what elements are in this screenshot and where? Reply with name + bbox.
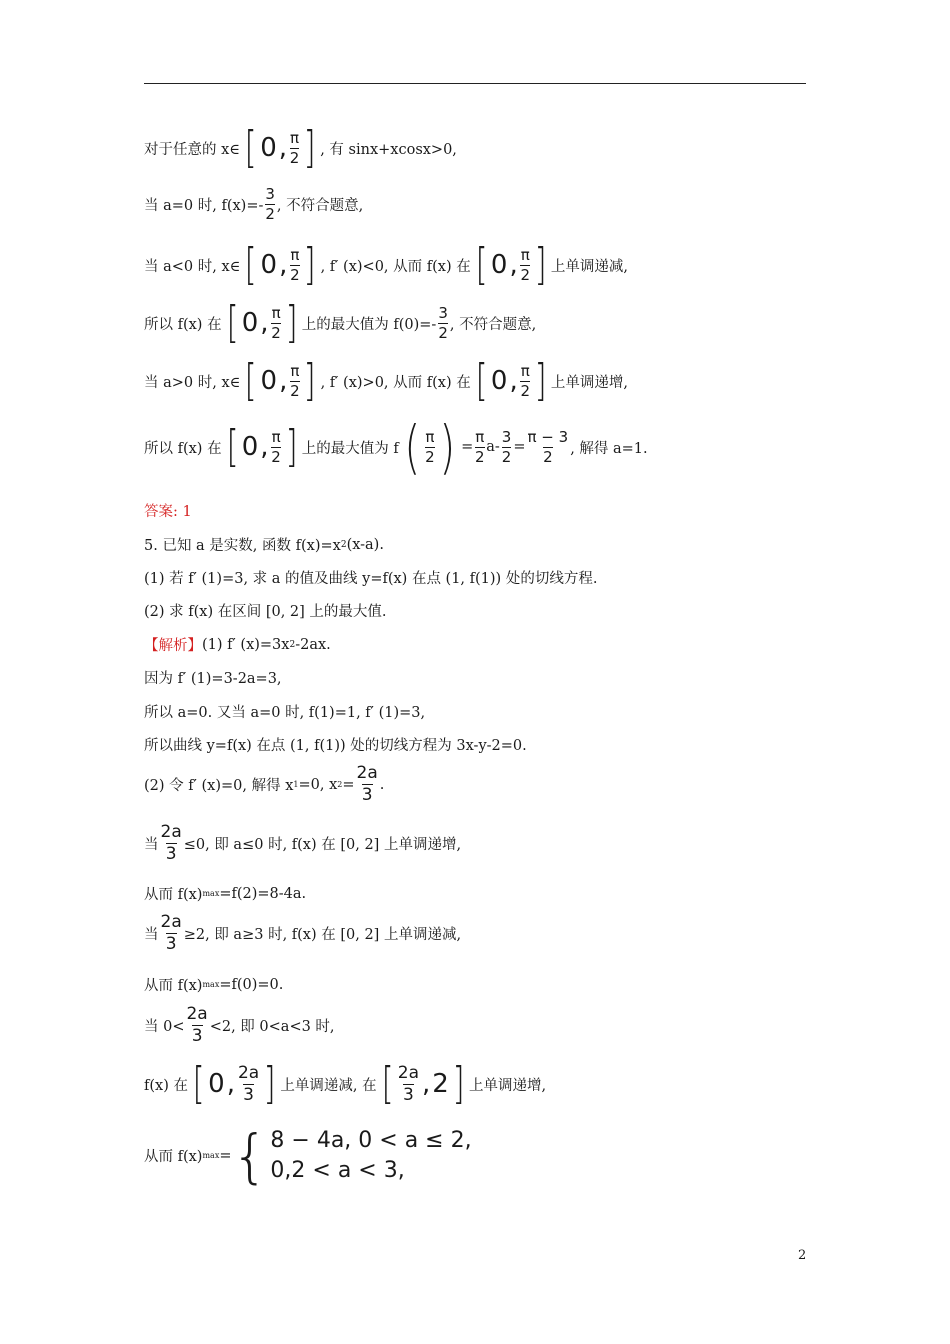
zero: 0 (260, 133, 277, 163)
fraction-pi-over-2 (271, 303, 282, 342)
header-rule (144, 83, 806, 84)
text: =f(0)=0. (219, 976, 284, 993)
text: 上单调递减, 在 (280, 1077, 377, 1094)
fraction-2a-over-3 (356, 765, 379, 804)
left-bracket: [ (244, 122, 257, 173)
left-bracket: [ (226, 421, 239, 472)
denominator: 2 (265, 205, 275, 223)
denominator: 2 (425, 447, 435, 466)
text: 上的最大值为 f(0)=- (301, 316, 437, 333)
line-max-value-f0 (144, 297, 537, 348)
comma: , (279, 366, 288, 396)
problem-5-statement (144, 534, 384, 555)
text: -2ax. (295, 636, 331, 653)
zero: 0 (241, 432, 259, 462)
numerator: 3 (438, 303, 448, 322)
superscript: 2 (289, 639, 296, 650)
text: 上的最大值为 f (301, 440, 399, 457)
interval-0-pi-2 (473, 355, 549, 406)
numerator: π (520, 245, 530, 264)
case-2: 0,2 < a < 3, (270, 1157, 405, 1183)
right-bracket: ] (534, 239, 547, 290)
two: 2 (432, 1069, 449, 1099)
text: 当 (144, 927, 159, 943)
text: 从而 f(x) (144, 1149, 203, 1166)
text: , f′ (x)>0, 从而 f(x) 在 (320, 374, 471, 391)
superscript: 2 (340, 539, 347, 550)
zero: 0 (260, 366, 278, 396)
solution-part-2-critical-points (144, 765, 384, 804)
left-brace: { (231, 1121, 269, 1190)
right-bracket: ] (534, 355, 547, 406)
comma: , (260, 432, 269, 462)
line-a-negative (144, 239, 629, 290)
right-bracket: ] (263, 1058, 276, 1109)
text: . (379, 776, 385, 793)
page-number: 2 (798, 1248, 807, 1263)
text: 所以 a=0. 又当 a=0 时, f(1)=1, f′ (1)=3, (144, 705, 426, 721)
max-value-line (144, 974, 283, 995)
text: 当 0< (144, 1019, 185, 1035)
subscript: max (202, 889, 220, 898)
solution-line (144, 667, 282, 688)
text: , f′ (x)<0, 从而 f(x) 在 (320, 258, 471, 275)
interval-0-pi-2 (242, 122, 318, 173)
text: 上单调递增, (550, 374, 629, 391)
denominator: 2 (271, 447, 281, 466)
case-a-le-0 (144, 824, 461, 863)
comma: , (421, 1069, 431, 1099)
fraction-pi-over-2 (289, 128, 300, 167)
denominator: 2 (271, 323, 281, 342)
solution-line (144, 701, 425, 722)
left-bracket: [ (475, 239, 488, 290)
interval-0-pi-2 (224, 297, 300, 348)
numerator: 2a (397, 1062, 419, 1083)
numerator: 2a (356, 763, 378, 783)
zero: 0 (490, 250, 508, 280)
numerator: π (475, 427, 485, 446)
right-bracket: ] (303, 239, 316, 290)
text: , 不符合题意, (449, 316, 537, 333)
comma: , (226, 1069, 235, 1099)
denominator: 3 (243, 1084, 254, 1105)
denominator: 2 (520, 265, 530, 284)
interval-0-pi-2 (473, 239, 549, 290)
text: 从而 f(x) (144, 887, 203, 903)
left-bracket: [ (381, 1058, 394, 1109)
text: (2) 求 f(x) 在区间 [0, 2] 上的最大值. (144, 604, 387, 620)
numerator: π (290, 361, 300, 380)
fraction-3-over-2 (501, 427, 513, 466)
numerator: π (520, 361, 530, 380)
fraction-2a-over-3 (237, 1062, 260, 1105)
text: (1) f′ (x)=3x (202, 636, 290, 653)
numerator: π (271, 303, 281, 322)
numerator: π (290, 128, 300, 147)
denominator: 2 (290, 265, 300, 284)
problem-5-part-1 (144, 567, 597, 588)
zero: 0 (490, 366, 508, 396)
denominator: 2 (474, 447, 485, 466)
right-bracket: ] (285, 421, 298, 472)
interval-0-pi-2 (242, 355, 318, 406)
numerator: 2a (160, 912, 182, 932)
subscript: 2 (337, 780, 343, 789)
denominator: 2 (438, 323, 448, 342)
left-paren: ( (404, 413, 420, 481)
denominator: 2 (543, 447, 553, 466)
text: ≥2, 即 a≥3 时, f(x) 在 [0, 2] 上单调递减, (183, 927, 462, 943)
fraction-pi-over-2 (520, 245, 531, 284)
right-bracket: ] (285, 297, 298, 348)
line-a-zero (144, 187, 363, 222)
text: 上单调递增, (468, 1077, 547, 1094)
monotonic-intervals (144, 1058, 547, 1109)
denominator: 2 (290, 381, 300, 400)
text: = (219, 1147, 232, 1164)
text: 所以曲线 y=f(x) 在点 (1, f(1)) 处的切线方程为 3x-y-2=0. (144, 738, 527, 754)
text: (x-a). (346, 536, 384, 553)
fraction-pi-over-2 (289, 245, 300, 284)
answer-line (144, 500, 192, 521)
text: <2, 即 0<a<3 时, (209, 1019, 335, 1035)
fraction-2a-over-3 (397, 1062, 420, 1105)
denominator: 2 (289, 148, 300, 167)
text: 当 a<0 时, x∈ (144, 258, 241, 275)
numerator: π (425, 427, 435, 446)
case-a-ge-3 (144, 914, 461, 953)
paren-pi-over-2 (401, 413, 459, 481)
left-bracket: [ (244, 355, 257, 406)
solution-part-1-derivative (144, 634, 331, 655)
interval-0-2a-3 (190, 1058, 278, 1109)
line-a-positive (144, 355, 629, 406)
right-bracket: ] (452, 1058, 465, 1109)
left-bracket: [ (244, 239, 257, 290)
denominator: 3 (191, 1026, 203, 1046)
comma: , (509, 366, 518, 396)
text: = (461, 439, 474, 455)
subscript: max (202, 980, 220, 989)
denominator: 3 (402, 1084, 414, 1105)
piecewise-max (144, 1121, 472, 1190)
right-bracket: ] (303, 355, 316, 406)
fraction-pi-over-2 (520, 361, 531, 400)
fraction-pi-over-2 (271, 427, 282, 466)
case-1: 8 − 4a, 0 < a ≤ 2, (270, 1128, 472, 1153)
comma: , (279, 250, 288, 280)
text: , 有 sinx+xcosx>0, (320, 141, 457, 158)
text: , 解得 a=1. (570, 440, 648, 457)
cases (270, 1126, 471, 1185)
zero: 0 (208, 1069, 225, 1099)
interval-0-pi-2 (224, 421, 300, 472)
numerator: π (290, 245, 300, 264)
left-bracket: [ (226, 297, 239, 348)
fraction-3-over-2 (437, 303, 449, 342)
fraction-pi-over-2 (289, 361, 300, 400)
line-max-value-solve (144, 413, 648, 481)
fraction-pi-minus-3-over-2 (527, 427, 570, 466)
text: 5. 已知 a 是实数, 函数 f(x)=x (144, 538, 341, 554)
text: 因为 f′ (1)=3-2a=3, (144, 671, 282, 687)
fraction-3-over-2 (264, 187, 276, 222)
text: 对于任意的 x∈ (144, 141, 241, 158)
text: 从而 f(x) (144, 978, 203, 994)
left-bracket: [ (475, 355, 488, 406)
zero: 0 (241, 308, 259, 338)
comma: , (509, 250, 518, 280)
subscript: 1 (293, 780, 299, 789)
comma: , (260, 308, 269, 338)
numerator: π − 3 (527, 427, 569, 446)
case-0-lt-a-lt-3 (144, 1006, 335, 1045)
fraction-2a-over-3 (160, 824, 183, 863)
text: 所以 f(x) 在 (144, 440, 222, 457)
numerator: 2a (237, 1062, 260, 1083)
answer-text: 答案: 1 (144, 504, 192, 520)
numerator: 3 (501, 427, 512, 446)
numerator: 3 (265, 185, 275, 203)
text: 上单调递减, (550, 258, 629, 275)
text: 当 (144, 837, 159, 853)
right-bracket: ] (303, 122, 316, 173)
solution-line (144, 734, 527, 755)
text: 当 a>0 时, x∈ (144, 374, 241, 391)
denominator: 2 (520, 381, 530, 400)
subscript: max (202, 1151, 220, 1161)
comma: , (278, 133, 288, 163)
line-any-x (144, 122, 457, 173)
denominator: 3 (165, 844, 177, 864)
text: a- (486, 439, 500, 455)
text: 当 a=0 时, f(x)=- (144, 198, 264, 214)
interval-2a-3-2 (379, 1058, 467, 1109)
zero: 0 (260, 250, 278, 280)
max-value-line (144, 883, 306, 904)
fraction-pi-over-2 (474, 427, 485, 466)
text: =0, x (298, 776, 338, 793)
fraction-pi-over-2 (424, 427, 435, 466)
text: 所以 f(x) 在 (144, 316, 222, 333)
denominator: 3 (165, 934, 177, 954)
fraction-2a-over-3 (185, 1006, 208, 1045)
text: , 不符合题意, (276, 198, 364, 214)
numerator: 2a (186, 1004, 208, 1024)
interval-0-pi-2 (242, 239, 318, 290)
right-paren: ) (439, 413, 456, 481)
fraction-2a-over-3 (160, 914, 183, 953)
text: = (342, 776, 355, 793)
text: ≤0, 即 a≤0 时, f(x) 在 [0, 2] 上单调递增, (183, 837, 462, 853)
denominator: 2 (501, 447, 512, 466)
problem-5-part-2 (144, 600, 387, 621)
text: f(x) 在 (144, 1077, 188, 1094)
analysis-label: 【解析】 (144, 638, 202, 654)
text: =f(2)=8-4a. (219, 885, 307, 902)
numerator: π (271, 427, 281, 446)
numerator: 2a (160, 822, 182, 842)
text: (1) 若 f′ (1)=3, 求 a 的值及曲线 y=f(x) 在点 (1, f(1)) 处的切线方程. (144, 571, 598, 587)
piecewise-brace-group (231, 1121, 472, 1190)
denominator: 3 (361, 785, 373, 805)
left-bracket: [ (192, 1058, 205, 1109)
text: (2) 令 f′ (x)=0, 解得 x (144, 778, 294, 794)
text: = (513, 439, 526, 455)
